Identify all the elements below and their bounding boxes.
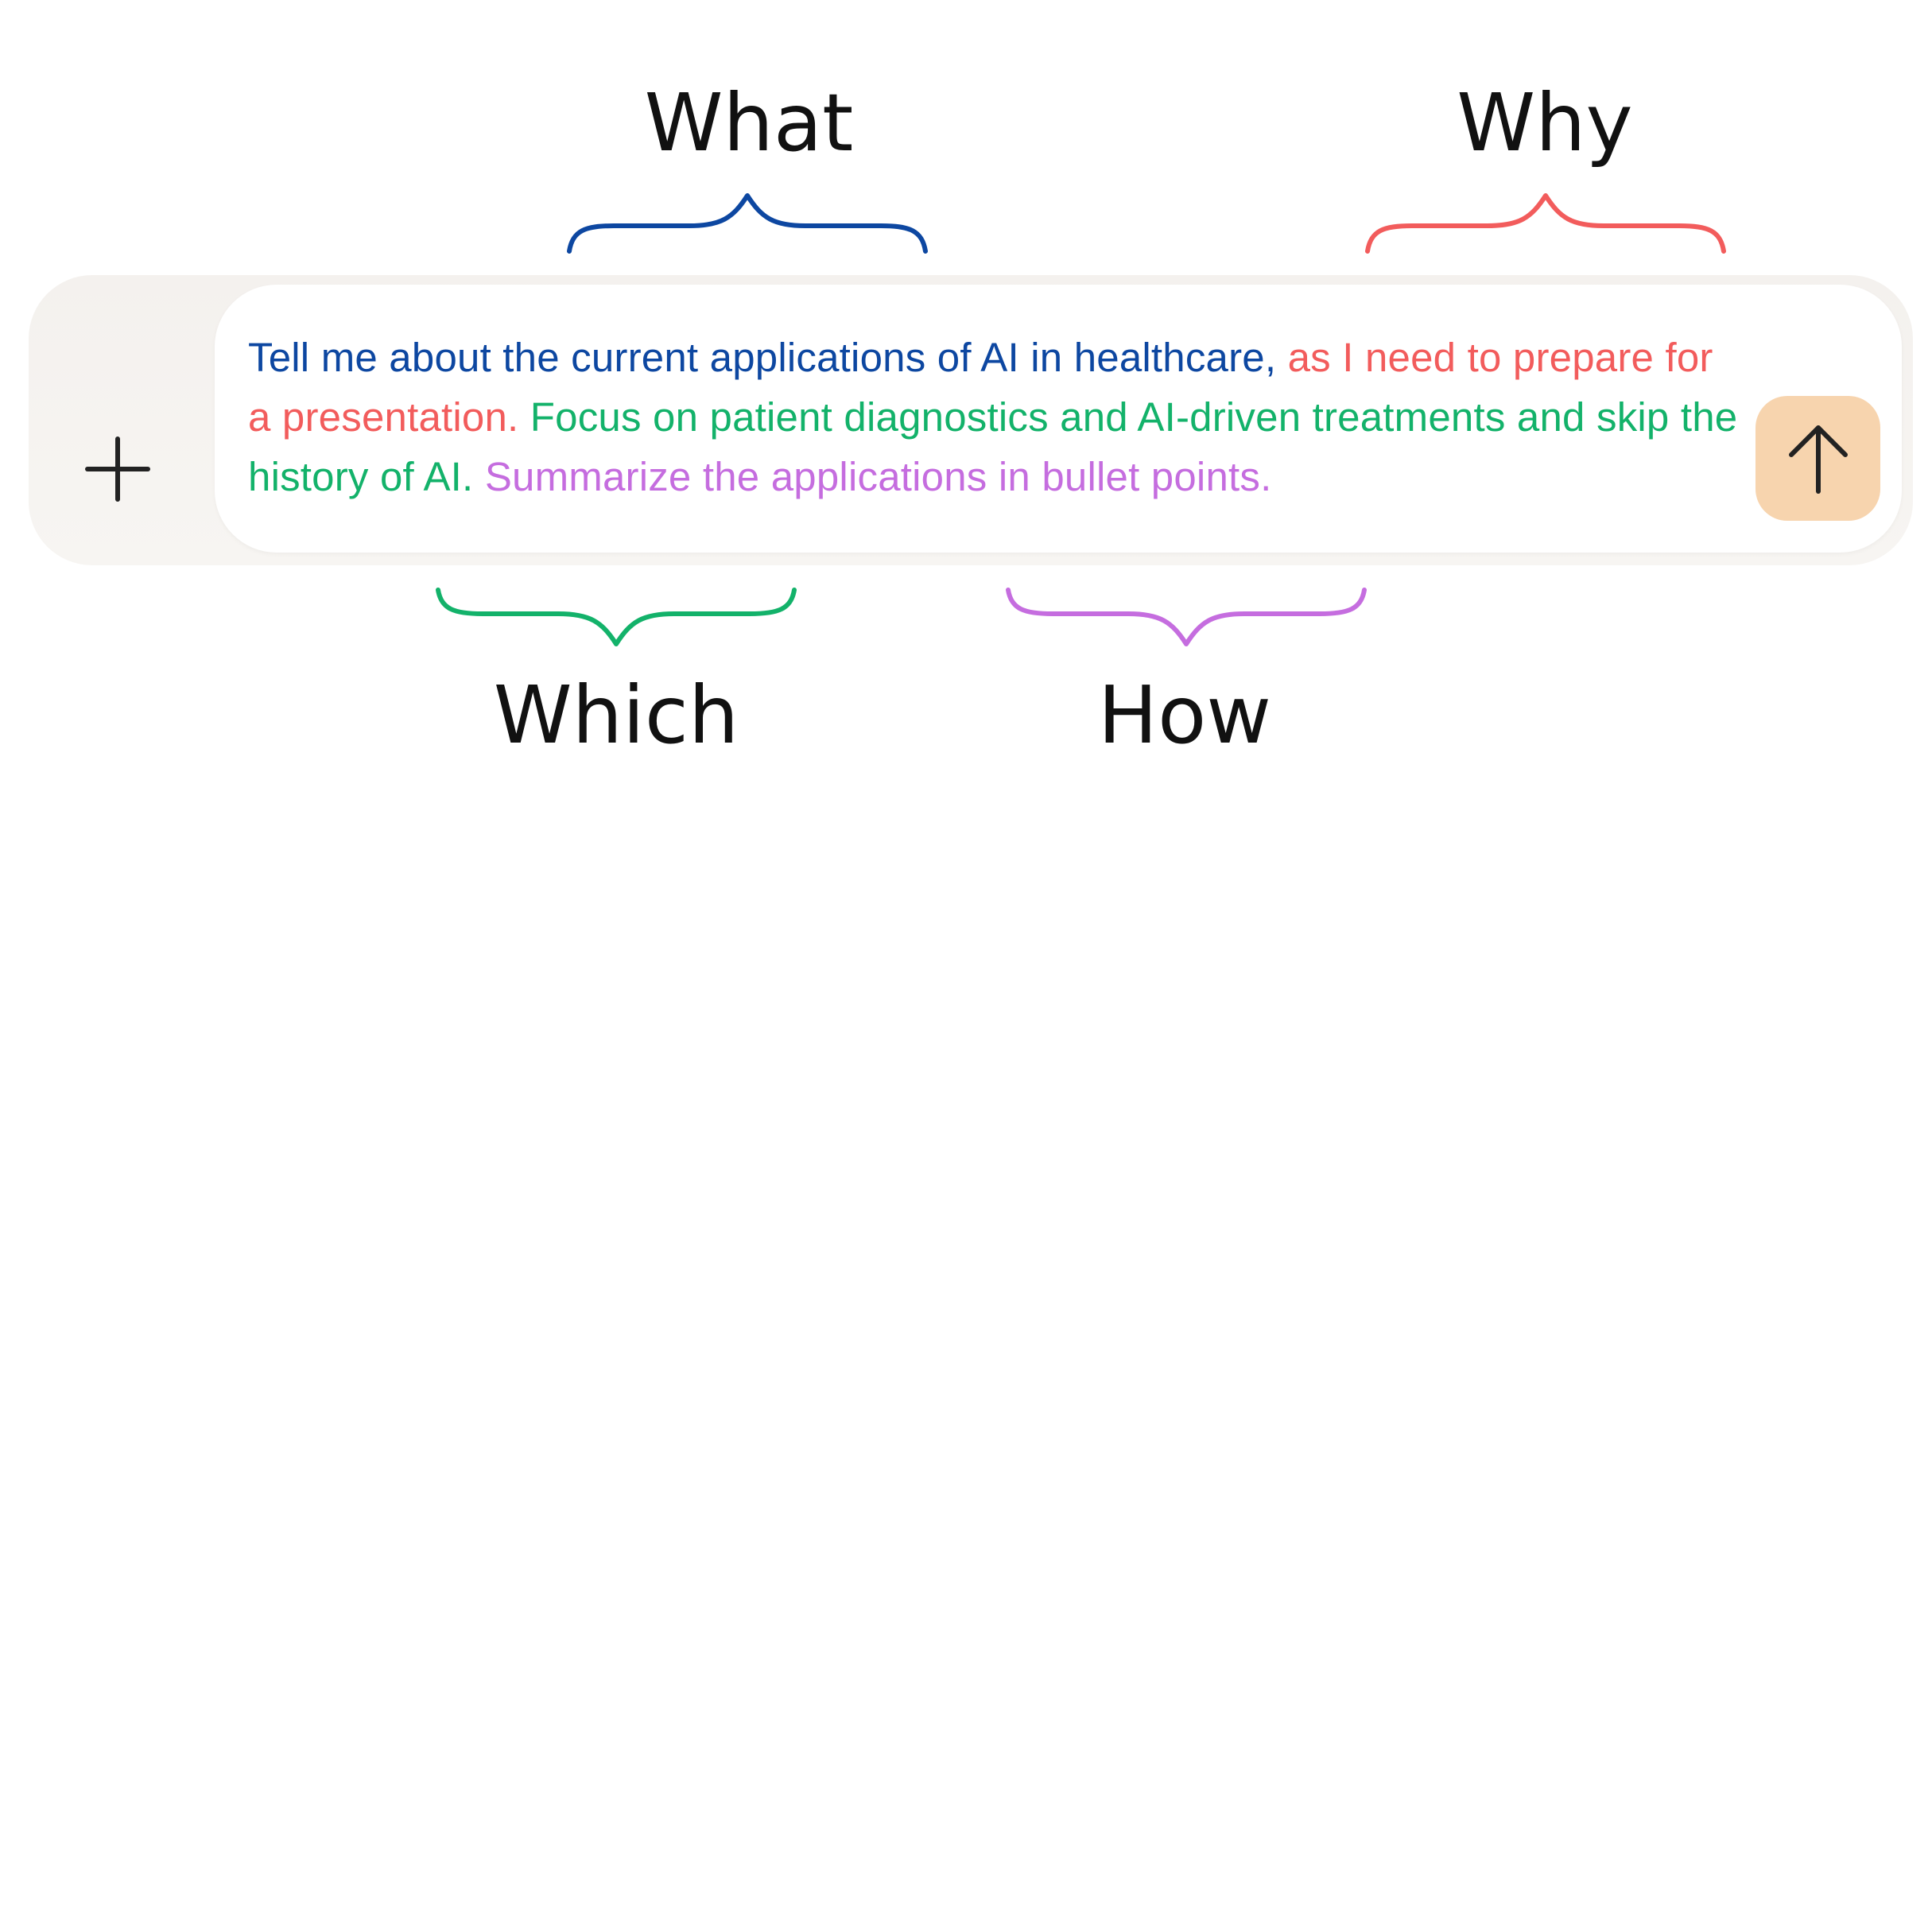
label-how: How: [1097, 669, 1272, 762]
prompt-why-segment: as I need to prepare for a presentation.: [248, 335, 1713, 440]
send-button[interactable]: [1755, 396, 1880, 521]
label-why: Why: [1457, 76, 1633, 169]
which-brace: [435, 587, 797, 647]
how-brace: [1005, 587, 1368, 647]
label-which: Which: [493, 669, 739, 762]
why-brace: [1364, 192, 1727, 253]
prompt-what-segment: Tell me about the current applications of AI in healthcare,: [248, 335, 1277, 380]
prompt-text: [248, 328, 1743, 506]
arrow-up-icon: [1787, 423, 1850, 495]
add-attachment-button[interactable]: [78, 429, 157, 509]
prompt-which-segment: Focus on patient diagnostics and AI-driven treatments and skip the history of AI.: [248, 394, 1738, 499]
label-what: What: [644, 76, 854, 169]
what-brace: [566, 192, 929, 253]
prompt-how-segment: Summarize the applications in bullet points.: [484, 454, 1272, 499]
plus-icon: [84, 436, 151, 502]
